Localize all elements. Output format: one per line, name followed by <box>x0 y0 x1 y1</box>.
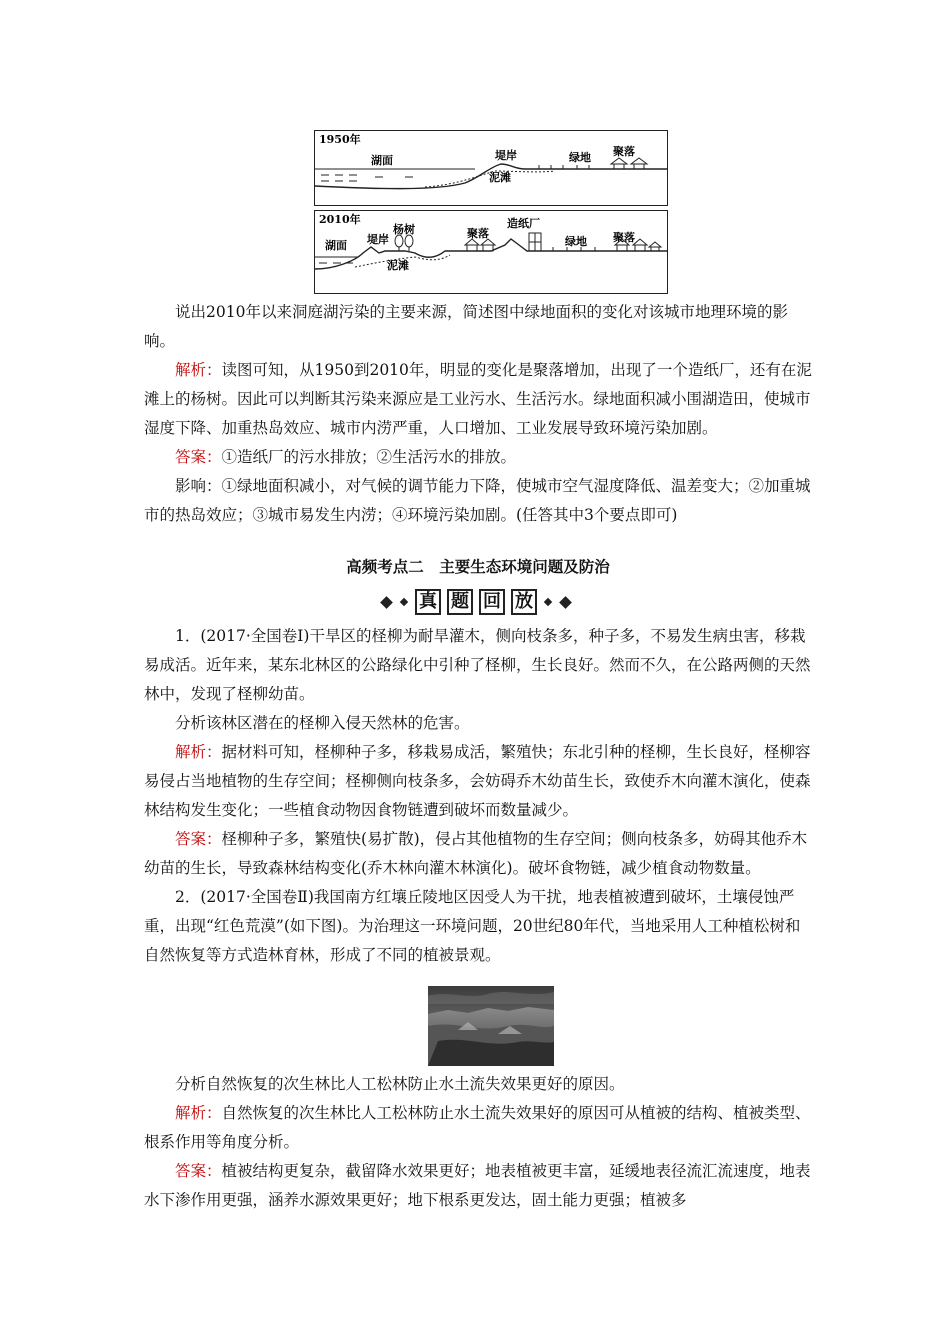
settlement-label: 聚落 <box>613 145 635 158</box>
q1-analysis-paragraph <box>144 738 812 825</box>
analysis-text: 读图可知，从1950到2010年，明显的变化是聚落增加，出现了一个造纸厂，还有在泥滩上的杨树。因此可以判断其污染来源应是工业污水、生活污水。绿地面积减小围湖造田，使城市湿度下降、加重热岛效应、城市内涝严重，人口增加、工业发展导致环境污染加剧。 <box>144 361 812 437</box>
cross-section-1950-diagram <box>315 131 667 205</box>
section-banner <box>352 586 600 618</box>
answer-label: 答案： <box>175 830 222 848</box>
landscape-photo-image <box>428 986 554 1066</box>
q1-answer-paragraph <box>144 825 812 883</box>
year-label-2010: 2010年 <box>319 213 361 226</box>
house-icon <box>611 158 647 169</box>
answer-label: 答案： <box>175 448 222 466</box>
q2-analysis-paragraph <box>144 1099 812 1157</box>
lake-label: 湖面 <box>371 154 393 167</box>
q1-stem: 1．(2017·全国卷Ⅰ)干旱区的柽柳为耐旱灌木，侧向枝条多，种子多，不易发生病虫害，移栽易成活。近年来，某东北林区的公路绿化中引种了柽柳，生长良好。然而不久，在公路两侧的天然林中，发现了柽柳幼苗。 <box>144 627 811 703</box>
figure-2010-panel <box>314 210 668 294</box>
answer-label: 答案： <box>175 1162 222 1180</box>
q1-analysis-text: 据材料可知，柽柳种子多，移栽易成活，繁殖快；东北引种的柽柳，生长良好，柽柳容易侵占当地植物的生存空间；柽柳侧向枝条多，会妨碍乔木幼苗生长，致使乔木向灌木演化，使森林结构发生变化；一些植食动物因食物链遭到破坏而数量减少。 <box>144 743 811 819</box>
section-title: 高频考点二 主要生态环境问题及防治 <box>346 557 610 576</box>
poplar-label: 杨树 <box>393 223 415 236</box>
levee-label: 堤岸 <box>367 233 389 246</box>
year-label-1950: 1950年 <box>319 133 361 146</box>
block1-text <box>144 298 812 530</box>
banner-char: 真 <box>415 589 441 615</box>
mudflat-label: 泥滩 <box>387 259 409 272</box>
lake-label: 湖面 <box>325 239 347 252</box>
q2-stem: 2．(2017·全国卷Ⅱ)我国南方红壤丘陵地区因受人为干扰，地表植被遭到破坏，土壤侵蚀严重，出现“红色荒漠”(如下图)。为治理这一环境问题，20世纪80年代，当地采用人工种植松树和自然恢复等方式造林育林，形成了不同的植被景观。 <box>144 888 801 964</box>
factory-icon <box>529 233 541 251</box>
settlement-label-2: 聚落 <box>613 231 635 244</box>
analysis-label: 解析： <box>175 361 222 379</box>
analysis-label: 解析： <box>175 1104 222 1122</box>
question-text: 说出2010年以来洞庭湖污染的主要来源，简述图中绿地面积的变化对该城市地理环境的影响。 <box>144 303 788 350</box>
q2-analysis-text: 自然恢复的次生林比人工松林防止水土流失效果好的原因可从植被的结构、植被类型、根系作用等角度分析。 <box>144 1104 811 1151</box>
red-desert-photo <box>428 986 554 1066</box>
impact-text: 影响：①绿地面积减小，对气候的调节能力下降，使城市空气湿度降低、温差变大；②加重城市的热岛效应；③城市易发生内涝；④环境污染加剧。(任答其中3个要点即可) <box>144 477 811 524</box>
poplar-tree-icon <box>395 235 413 251</box>
diamond-icon <box>400 598 408 606</box>
settlement-label-1: 聚落 <box>467 227 489 240</box>
answer-text: ①造纸厂的污水排放；②生活污水的排放。 <box>221 448 517 466</box>
banner-char: 回 <box>479 589 505 615</box>
cross-section-2010-diagram <box>315 211 667 293</box>
banner-char: 题 <box>447 589 473 615</box>
mudflat-label: 泥滩 <box>489 171 511 184</box>
analysis-paragraph <box>144 356 812 443</box>
q1-answer-text: 柽柳种子多，繁殖快(易扩散)，侵占其他植物的生存空间；侧向枝条多，妨碍其他乔木幼苗的生长，导致森林结构变化(乔木林向灌木林演化)。破坏食物链，减少植食动物数量。 <box>144 830 808 877</box>
question1-block <box>144 622 812 970</box>
banner-char: 放 <box>511 589 537 615</box>
diamond-icon <box>380 596 393 609</box>
q2-answer-text: 植被结构更复杂，截留降水效果更好；地表植被更丰富，延缓地表径流汇流速度，地表水下渗作用更强，涵养水源效果更好；地下根系更发达，固土能力更强；植被多 <box>144 1162 811 1209</box>
question2-block <box>144 1070 812 1215</box>
q1-question: 分析该林区潜在的柽柳入侵天然林的危害。 <box>175 714 470 732</box>
analysis-label: 解析： <box>175 743 222 761</box>
paper-mill-label: 造纸厂 <box>507 217 540 230</box>
q2-question: 分析自然恢复的次生林比人工松林防止水土流失效果更好的原因。 <box>175 1075 625 1093</box>
figure-1950-panel <box>314 130 668 206</box>
levee-label: 堤岸 <box>495 149 517 162</box>
water-dashes <box>321 175 413 181</box>
q2-answer-paragraph <box>144 1157 812 1215</box>
answer-paragraph <box>144 443 812 472</box>
greenland-label: 绿地 <box>565 235 587 248</box>
diamond-icon <box>544 598 552 606</box>
greenland-label: 绿地 <box>569 151 591 164</box>
diamond-icon <box>559 596 572 609</box>
